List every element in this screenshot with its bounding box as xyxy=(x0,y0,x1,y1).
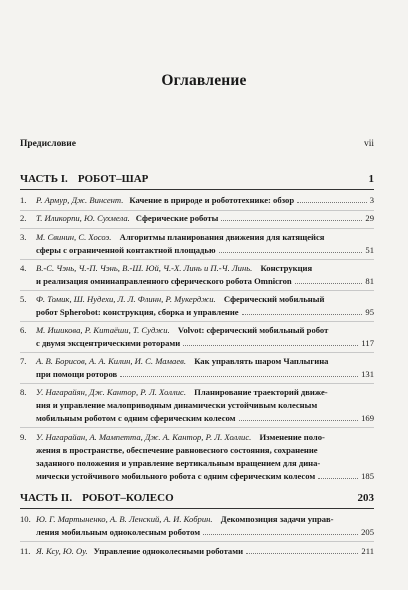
entry-title: Сферический мобильный xyxy=(223,294,325,304)
entry-title-cont: жения в пространстве, обеспечение равновесного состояния, сохранение xyxy=(36,445,318,455)
leader-dots xyxy=(120,376,358,377)
page-title: Оглавление xyxy=(161,72,247,89)
entry-title: Сферические роботы xyxy=(135,213,219,223)
part-title: РОБОТ–ШАР xyxy=(77,173,149,185)
entry-number: 1. xyxy=(20,195,27,205)
part-title: РОБОТ–КОЛЕСО xyxy=(82,492,174,504)
entry-title-cont: и реализация омнинаправленного сферического робота Omnicron xyxy=(36,276,292,286)
leader-dots xyxy=(318,478,358,479)
leader-dots xyxy=(221,220,362,221)
page-number: 95 xyxy=(365,307,374,317)
entry-separator xyxy=(20,321,374,322)
entry-title-cont: ления мобильным одноколесным роботом xyxy=(36,527,201,537)
toc-entry[interactable] xyxy=(20,293,374,319)
entry-number: 2. xyxy=(20,213,27,223)
entry-number: 9. xyxy=(20,432,27,442)
page-number: vii xyxy=(363,139,374,149)
part-rule xyxy=(20,189,374,190)
entry-number: 5. xyxy=(20,294,27,304)
toc-entry[interactable] xyxy=(20,386,374,425)
leader-dots xyxy=(203,534,358,535)
entry-title-cont: мобильным роботом с одним сферическим колесом xyxy=(36,413,236,423)
entry-title: Алгоритмы планирования движения для катящейся xyxy=(119,232,325,242)
entry-authors: М. Свинин, С. Хосоэ. xyxy=(36,232,112,242)
toc-entry[interactable] xyxy=(20,231,374,257)
entry-title-cont: сферы с ограниченной контактной площадью xyxy=(36,245,216,255)
leader-dots xyxy=(295,283,363,284)
entry-number: 4. xyxy=(20,263,27,273)
entry-title: Volvot: сферический мобильный робот xyxy=(177,325,329,335)
page-number: 169 xyxy=(361,413,374,423)
entry-title: Декомпозиция задачи управ- xyxy=(220,514,334,524)
entry-number: 3. xyxy=(20,232,27,242)
toc-entry[interactable] xyxy=(20,212,374,225)
toc-entry[interactable] xyxy=(20,262,374,288)
entry-number: 10. xyxy=(20,514,31,524)
leader-dots xyxy=(297,202,367,203)
page-number: 1 xyxy=(368,173,374,185)
leader-dots xyxy=(239,420,359,421)
toc-entry[interactable] xyxy=(20,194,374,207)
entry-separator xyxy=(20,259,374,260)
page-number: 51 xyxy=(365,245,374,255)
entry-separator xyxy=(20,352,374,353)
entry-title-cont: с двумя эксцентрическими роторами xyxy=(36,338,181,348)
entry-authors: М. Ишикова, Р. Китаёши, Т. Суджи. xyxy=(36,325,170,335)
leader-dots xyxy=(219,252,363,253)
page-number: 81 xyxy=(365,276,374,286)
entry-authors: Я. Ксу, Ю. Оу. xyxy=(36,546,88,556)
page-number: 3 xyxy=(369,195,374,205)
entry-title: Конструкция xyxy=(260,263,313,273)
entry-title: Управление одноколесными роботами xyxy=(93,546,244,556)
entry-authors: А. В. Борисов, А. А. Килин, И. С. Мамаев. xyxy=(36,356,187,366)
part-heading[interactable] xyxy=(20,173,374,185)
entry-title: Качение в природе и робототехнике: обзор xyxy=(129,195,295,205)
entry-title-cont: заданного положения и управление вертикальным вращением для дина- xyxy=(36,458,321,468)
preface-entry[interactable] xyxy=(20,139,374,149)
entry-authors: Т. Иликорпи, Ю. Сухмела. xyxy=(36,213,130,223)
leader-dots xyxy=(242,314,363,315)
toc-entry[interactable] xyxy=(20,431,374,483)
toc-entry[interactable] xyxy=(20,545,374,558)
entry-title: Как управлять шаром Чаплыгина xyxy=(194,356,329,366)
entry-separator xyxy=(20,290,374,291)
entry-authors: У. Нагарайян, Дж. Кантор, Р. Л. Холлис. xyxy=(36,387,186,397)
page-number: 205 xyxy=(361,527,374,537)
entry-authors: Р. Армур, Дж. Винсент. xyxy=(36,195,124,205)
leader-dots xyxy=(246,553,358,554)
entry-authors: У. Нагарайан, А. Мампетта, Дж. А. Кантор, Р. Л. Холлис. xyxy=(36,432,252,442)
entry-number: 8. xyxy=(20,387,27,397)
leader-dots xyxy=(183,345,358,346)
entry-separator xyxy=(20,228,374,229)
part-number: ЧАСТЬ II. xyxy=(20,492,73,504)
page-number: 203 xyxy=(357,492,374,504)
entry-separator xyxy=(20,383,374,384)
entry-title-cont: ния и управление малоприводным динамически устойчивым колесным xyxy=(36,400,318,410)
entry-number: 7. xyxy=(20,356,27,366)
part-rule xyxy=(20,508,374,509)
entry-number: 11. xyxy=(20,546,31,556)
entry-title-cont: мически устойчивого мобильного робота с одним сферическим колесом xyxy=(36,471,316,481)
page-number: 185 xyxy=(361,471,374,481)
entry-separator xyxy=(20,541,374,542)
entry-authors: Ю. Г. Мартыненко, А. В. Ленский, А. И. Кобрин. xyxy=(36,514,213,524)
entry-separator xyxy=(20,427,374,428)
page-number: 131 xyxy=(361,369,374,379)
entry-title-cont: робот Spherobot: конструкция, сборка и управление xyxy=(36,307,239,317)
entry-separator xyxy=(20,210,374,211)
entry-title: Изменение поло- xyxy=(259,432,325,442)
toc-entry[interactable] xyxy=(20,513,374,539)
entry-number: 6. xyxy=(20,325,27,335)
toc-entry[interactable] xyxy=(20,355,374,381)
page-number: 29 xyxy=(365,213,374,223)
page-number: 211 xyxy=(361,546,374,556)
part-heading[interactable] xyxy=(20,492,374,504)
page-number: 117 xyxy=(361,338,374,348)
toc-entry[interactable] xyxy=(20,324,374,350)
entry-authors: Ф. Томик, Ш. Нудехи, Л. Л. Флинн, Р. Мукерджи. xyxy=(36,294,216,304)
preface-label: Предисловие xyxy=(20,139,76,149)
entry-authors: В.-С. Чэнь, Ч.-П. Чэнь, В.-Ш. Юй, Ч.-Х. Линь и П.-Ч. Линь. xyxy=(36,263,253,273)
entry-title: Планирование траекторий движе- xyxy=(194,387,328,397)
part-number: ЧАСТЬ I. xyxy=(20,173,68,185)
entry-title-cont: при помощи роторов xyxy=(36,369,118,379)
